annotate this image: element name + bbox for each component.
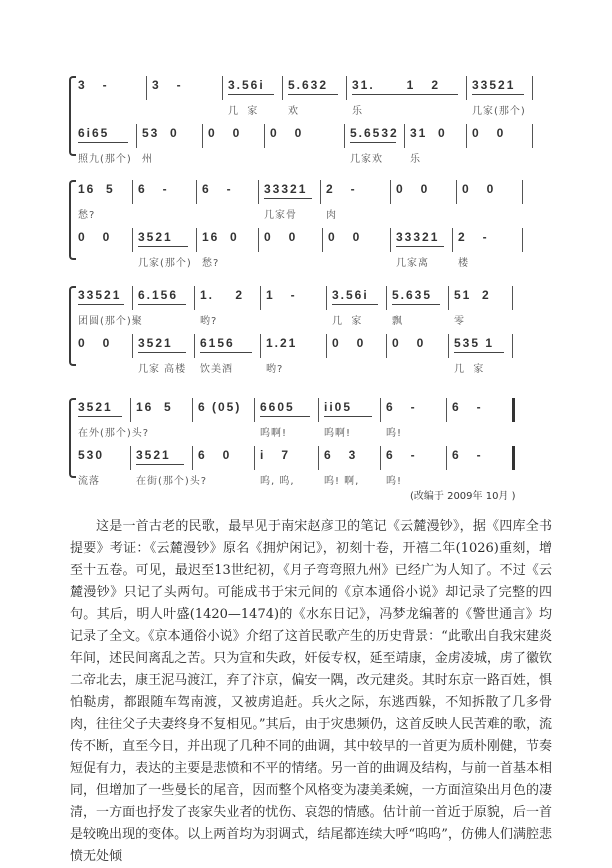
- jianpu-notes: 1 -: [266, 288, 297, 302]
- jianpu-notes: 6i65: [78, 126, 110, 140]
- jianpu-notes: 5.635: [392, 288, 433, 302]
- jianpu-notes: 3 -: [78, 78, 109, 92]
- measure: [222, 76, 282, 117]
- lyric-text: 呜! 啊,: [324, 476, 360, 487]
- jianpu-notes: 530: [78, 448, 105, 462]
- barline: [196, 180, 197, 204]
- lyric-text: 几家离: [396, 258, 429, 269]
- jianpu-notes: 0 0: [392, 336, 426, 350]
- lower-voice-staff: [72, 124, 562, 168]
- measure: [72, 286, 143, 327]
- upper-voice-staff: [72, 76, 562, 120]
- measure: [380, 398, 446, 439]
- barline: [522, 180, 523, 204]
- barline: [522, 228, 523, 252]
- barline: [282, 76, 283, 100]
- barline: [390, 180, 391, 204]
- lyric-text: 楼: [458, 258, 469, 269]
- lyric-text: 乐: [410, 154, 421, 165]
- barline: [404, 124, 405, 148]
- final-barline: [512, 398, 515, 422]
- barline: [254, 398, 255, 422]
- lyric-text: 呜啊!: [260, 428, 288, 439]
- jianpu-notes: 1. 2: [200, 288, 245, 302]
- barline: [446, 398, 447, 422]
- measure: [72, 180, 132, 221]
- lower-voice-staff: [72, 334, 562, 378]
- measure: [320, 180, 390, 221]
- jianpu-notes: 6 -: [386, 448, 417, 462]
- beam-underline: [472, 94, 524, 95]
- measure: [132, 228, 196, 269]
- jianpu-notes: 0 0: [208, 126, 242, 140]
- measure: [346, 76, 466, 117]
- barline: [192, 446, 193, 470]
- measure: [72, 334, 132, 358]
- measure: [390, 180, 456, 204]
- jianpu-notes: 2 -: [326, 182, 357, 196]
- measure: [386, 286, 448, 327]
- lyric-text: 几 家: [228, 106, 259, 117]
- measure: [72, 398, 150, 439]
- jianpu-notes: 3521: [136, 448, 171, 462]
- barline: [386, 334, 387, 358]
- lyric-text: 在外(那个)头?: [78, 428, 150, 439]
- barline: [260, 286, 261, 310]
- lyric-text: 在街(那个)头?: [136, 476, 208, 487]
- score-system: [72, 398, 562, 492]
- lyric-text: 愁?: [78, 210, 96, 221]
- barline: [318, 446, 319, 470]
- beam-underline: [138, 304, 186, 305]
- barline: [466, 76, 467, 100]
- jianpu-notes: 3 -: [152, 78, 183, 92]
- adaptation-credit: (改编于 2009年 10月 ): [410, 491, 516, 502]
- barline: [452, 228, 453, 252]
- measure: [146, 76, 222, 100]
- beam-underline: [138, 246, 188, 247]
- barline: [194, 334, 195, 358]
- measure: [456, 180, 522, 204]
- lyric-text: 呜!: [386, 476, 403, 487]
- jianpu-notes: 31 0: [410, 126, 447, 140]
- jianpu-notes: 6 -: [202, 182, 233, 196]
- jianpu-notes: 6605: [260, 400, 295, 414]
- barline: [326, 334, 327, 358]
- jianpu-notes: 33321: [396, 230, 440, 244]
- barline: [260, 334, 261, 358]
- lyric-text: 几家(那个): [472, 106, 526, 117]
- measure: [448, 286, 512, 327]
- lyric-text: 几家骨: [264, 210, 297, 221]
- barline: [456, 180, 457, 204]
- measure: [260, 286, 326, 310]
- jianpu-notes: 31. 1 2: [352, 78, 441, 92]
- lyric-text: 呜, 呜,: [260, 476, 295, 487]
- jianpu-notes: 0 0: [396, 182, 430, 196]
- lyric-text: 零: [454, 316, 465, 327]
- lyric-text: 州: [142, 154, 153, 165]
- barline: [132, 286, 133, 310]
- jianpu-notes: 3.56i: [332, 288, 369, 302]
- beam-underline: [78, 142, 128, 143]
- jianpu-notes: 53 0: [142, 126, 179, 140]
- jianpu-notes: 6156: [200, 336, 235, 350]
- measure: [322, 228, 390, 252]
- lyric-text: 饮美酒: [200, 364, 233, 375]
- measure: [260, 334, 326, 375]
- lyric-text: 团圆(那个)聚: [78, 316, 143, 327]
- jianpu-notes: 0 0: [328, 230, 362, 244]
- beam-underline: [288, 94, 338, 95]
- measure: [194, 334, 260, 375]
- jianpu-notes: 5.6532: [350, 126, 399, 140]
- barline: [258, 228, 259, 252]
- measure: [72, 76, 146, 100]
- beam-underline: [78, 304, 124, 305]
- measure: [192, 398, 254, 422]
- barline: [130, 398, 131, 422]
- jianpu-notes: 51 2: [454, 288, 491, 302]
- barline: [136, 124, 137, 148]
- barline: [146, 76, 147, 100]
- measure: [318, 446, 380, 487]
- lyric-text: 几 家: [332, 316, 363, 327]
- lyric-text: 几家(那个): [138, 258, 192, 269]
- measure: [326, 286, 386, 327]
- measure: [446, 398, 512, 422]
- measure: [72, 124, 136, 165]
- beam-underline: [392, 304, 440, 305]
- final-barline: [512, 446, 515, 470]
- barline: [448, 286, 449, 310]
- measure: [196, 228, 258, 269]
- measure: [344, 124, 404, 165]
- lyric-text: 照九(那个): [78, 154, 132, 165]
- barline: [202, 124, 203, 148]
- barline: [258, 180, 259, 204]
- jianpu-notes: 6 3: [324, 448, 358, 462]
- jianpu-notes: ii05: [324, 400, 353, 414]
- beam-underline: [454, 352, 504, 353]
- jianpu-notes: 33321: [264, 182, 308, 196]
- measure: [258, 228, 322, 252]
- lyric-text: 呜啊!: [324, 428, 352, 439]
- measure: [254, 398, 318, 439]
- jianpu-notes: 0 0: [78, 230, 112, 244]
- lyric-text: 乐: [352, 106, 363, 117]
- barline: [222, 76, 223, 100]
- lower-voice-staff: [72, 446, 562, 490]
- measure: [404, 124, 466, 165]
- measure: [130, 446, 208, 487]
- lyric-text: 肉: [326, 210, 337, 221]
- lyric-text: 几家 高楼: [138, 364, 187, 375]
- measure: [466, 76, 532, 117]
- barline: [326, 286, 327, 310]
- jianpu-notes: 6 0: [198, 448, 232, 462]
- jianpu-notes: 0 0: [270, 126, 304, 140]
- lyric-text: 几 家: [454, 364, 485, 375]
- prose-paragraph: 这是一首古老的民歌，最早见于南宋赵彦卫的笔记《云麓漫钞》，据《四库全书提要》考证：《云麓漫钞》原名《拥炉闲记》，初刻十卷，开禧二年(1026)重刻，增至十五卷。可见，最迟至13世纪初，《月子弯弯照九州》已经广为人知了。不过《云麓漫钞》只记了头两句。可能成书于宋元间的《京本通俗小说》却记录了完整的四句。其后，明人叶盛(1420—1474)的《水东日记》，冯梦龙编著的《警世通言》均记录了全文。《京本通俗小说》介绍了这首民歌产生的历史背景：“此歌出自我宋建炎年间，述民间离乱之苦。只为宣和失政，奸佞专权，延至靖康，金虏凌城，虏了徽钦二帝北去，康王泥马渡江，弃了汴京，偏安一隅，改元建炎。其时东京一路百姓，惧怕鞑虏，都跟随车驾南渡，又被虏追赶。兵火之际，东逃西躲，不知拆散了几多骨肉，往往父子夫妻终身不复相见。”其后，由于灾患频仍，这首反映人民苦难的歌，流传不断，直至今日，并出现了几种不同的曲调，其中较早的一首更为质朴刚健，节奏短促有力，表达的主要是悲愤和不平的情绪。另一首的曲调及结构，与前一首基本相同，但增加了一些曼长的尾音，因而整个风格变为凄美柔婉，一方面渲染出月色的凄清，一方面也抒发了丧家失业者的忧伤、哀怨的情感。估计前一首近于原貌，后一首是较晚出现的变体。以上两首均为羽调式，结尾都连续大呼“呜呜”，仿佛人们满腔悲愤无处倾: [70, 519, 552, 864]
- jianpu-notes: 6 -: [138, 182, 169, 196]
- jianpu-notes: i 7: [260, 448, 291, 462]
- jianpu-notes: 3521: [138, 336, 173, 350]
- barline: [532, 76, 533, 100]
- jianpu-notes: 0 0: [332, 336, 366, 350]
- barline: [264, 124, 265, 148]
- barline: [512, 286, 513, 310]
- measure: [380, 446, 446, 487]
- barline: [132, 228, 133, 252]
- jianpu-notes: 1.21: [266, 336, 298, 350]
- jianpu-notes: 33521: [78, 288, 122, 302]
- barline: [344, 124, 345, 148]
- barline: [322, 228, 323, 252]
- barline: [192, 398, 193, 422]
- measure: [448, 334, 512, 375]
- score-system: [72, 76, 562, 170]
- jianpu-notes: 0 0: [472, 126, 506, 140]
- barline: [446, 446, 447, 470]
- measure: [326, 334, 386, 358]
- jianpu-notes: 0 0: [78, 336, 112, 350]
- jianpu-notes: 6 -: [452, 400, 483, 414]
- measure: [72, 446, 130, 487]
- barline: [320, 180, 321, 204]
- lyric-text: 愁?: [202, 258, 220, 269]
- jianpu-notes: 6.156: [138, 288, 179, 302]
- barline: [532, 124, 533, 148]
- jianpu-notes: 16 0: [202, 230, 239, 244]
- measure: [386, 334, 448, 358]
- jianpu-notes: 6 -: [452, 448, 483, 462]
- barline: [196, 228, 197, 252]
- lyric-text: 飘: [392, 316, 403, 327]
- lyric-text: 哟?: [266, 364, 284, 375]
- barline: [318, 398, 319, 422]
- barline: [346, 76, 347, 100]
- measure: [194, 286, 260, 327]
- beam-underline: [78, 416, 122, 417]
- jianpu-notes: 16 5: [136, 400, 173, 414]
- measure: [132, 286, 194, 310]
- barline: [380, 446, 381, 470]
- measure: [318, 398, 380, 439]
- beam-underline: [332, 304, 378, 305]
- measure: [192, 446, 254, 470]
- beam-underline: [324, 416, 372, 417]
- barline: [194, 286, 195, 310]
- jianpu-notes: 3.56i: [228, 78, 265, 92]
- upper-voice-staff: [72, 286, 562, 330]
- jianpu-notes: 0 0: [462, 182, 496, 196]
- beam-underline: [136, 464, 184, 465]
- jianpu-notes: 5.632: [288, 78, 329, 92]
- barline: [390, 228, 391, 252]
- upper-voice-staff: [72, 398, 562, 442]
- measure: [130, 398, 192, 422]
- barline: [448, 334, 449, 358]
- beam-underline: [200, 352, 252, 353]
- lyric-text: 哟?: [200, 316, 218, 327]
- barline: [130, 446, 131, 470]
- score-system: [72, 180, 562, 274]
- jianpu-notes: 2 -: [458, 230, 489, 244]
- beam-underline: [260, 416, 310, 417]
- jianpu-notes: 3521: [78, 400, 113, 414]
- lyric-text: 几家欢: [350, 154, 383, 165]
- beam-underline: [264, 198, 312, 199]
- prose-section: [70, 516, 552, 868]
- barline: [512, 334, 513, 358]
- measure: [136, 124, 202, 165]
- barline: [380, 398, 381, 422]
- barline: [132, 334, 133, 358]
- measure: [72, 228, 132, 252]
- upper-voice-staff: [72, 180, 562, 224]
- measure: [446, 446, 512, 470]
- measure: [202, 124, 264, 148]
- beam-underline: [352, 94, 458, 95]
- score-system: [72, 286, 562, 380]
- measure: [466, 124, 532, 148]
- jianpu-notes: 0 0: [264, 230, 298, 244]
- beam-underline: [228, 94, 274, 95]
- jianpu-notes: 33521: [472, 78, 516, 92]
- measure: [390, 228, 452, 269]
- measure: [282, 76, 346, 117]
- lyric-text: 呜!: [386, 428, 403, 439]
- measure: [132, 334, 194, 375]
- barline: [386, 286, 387, 310]
- jianpu-notes: 3521: [138, 230, 173, 244]
- lyric-text: 欢: [288, 106, 299, 117]
- jianpu-notes: 6 -: [386, 400, 417, 414]
- beam-underline: [396, 246, 444, 247]
- measure: [264, 124, 344, 148]
- measure: [132, 180, 196, 204]
- jianpu-notes: 535 1: [454, 336, 495, 350]
- barline: [466, 124, 467, 148]
- measure: [196, 180, 258, 204]
- jianpu-notes: 16 5: [78, 182, 115, 196]
- barline: [132, 180, 133, 204]
- beam-underline: [350, 142, 396, 143]
- measure: [254, 446, 318, 487]
- barline: [254, 446, 255, 470]
- beam-underline: [138, 352, 186, 353]
- measure: [452, 228, 522, 269]
- jianpu-notes: 6 (05): [198, 400, 242, 414]
- lyric-text: 流落: [78, 476, 100, 487]
- measure: [258, 180, 320, 221]
- lower-voice-staff: [72, 228, 562, 272]
